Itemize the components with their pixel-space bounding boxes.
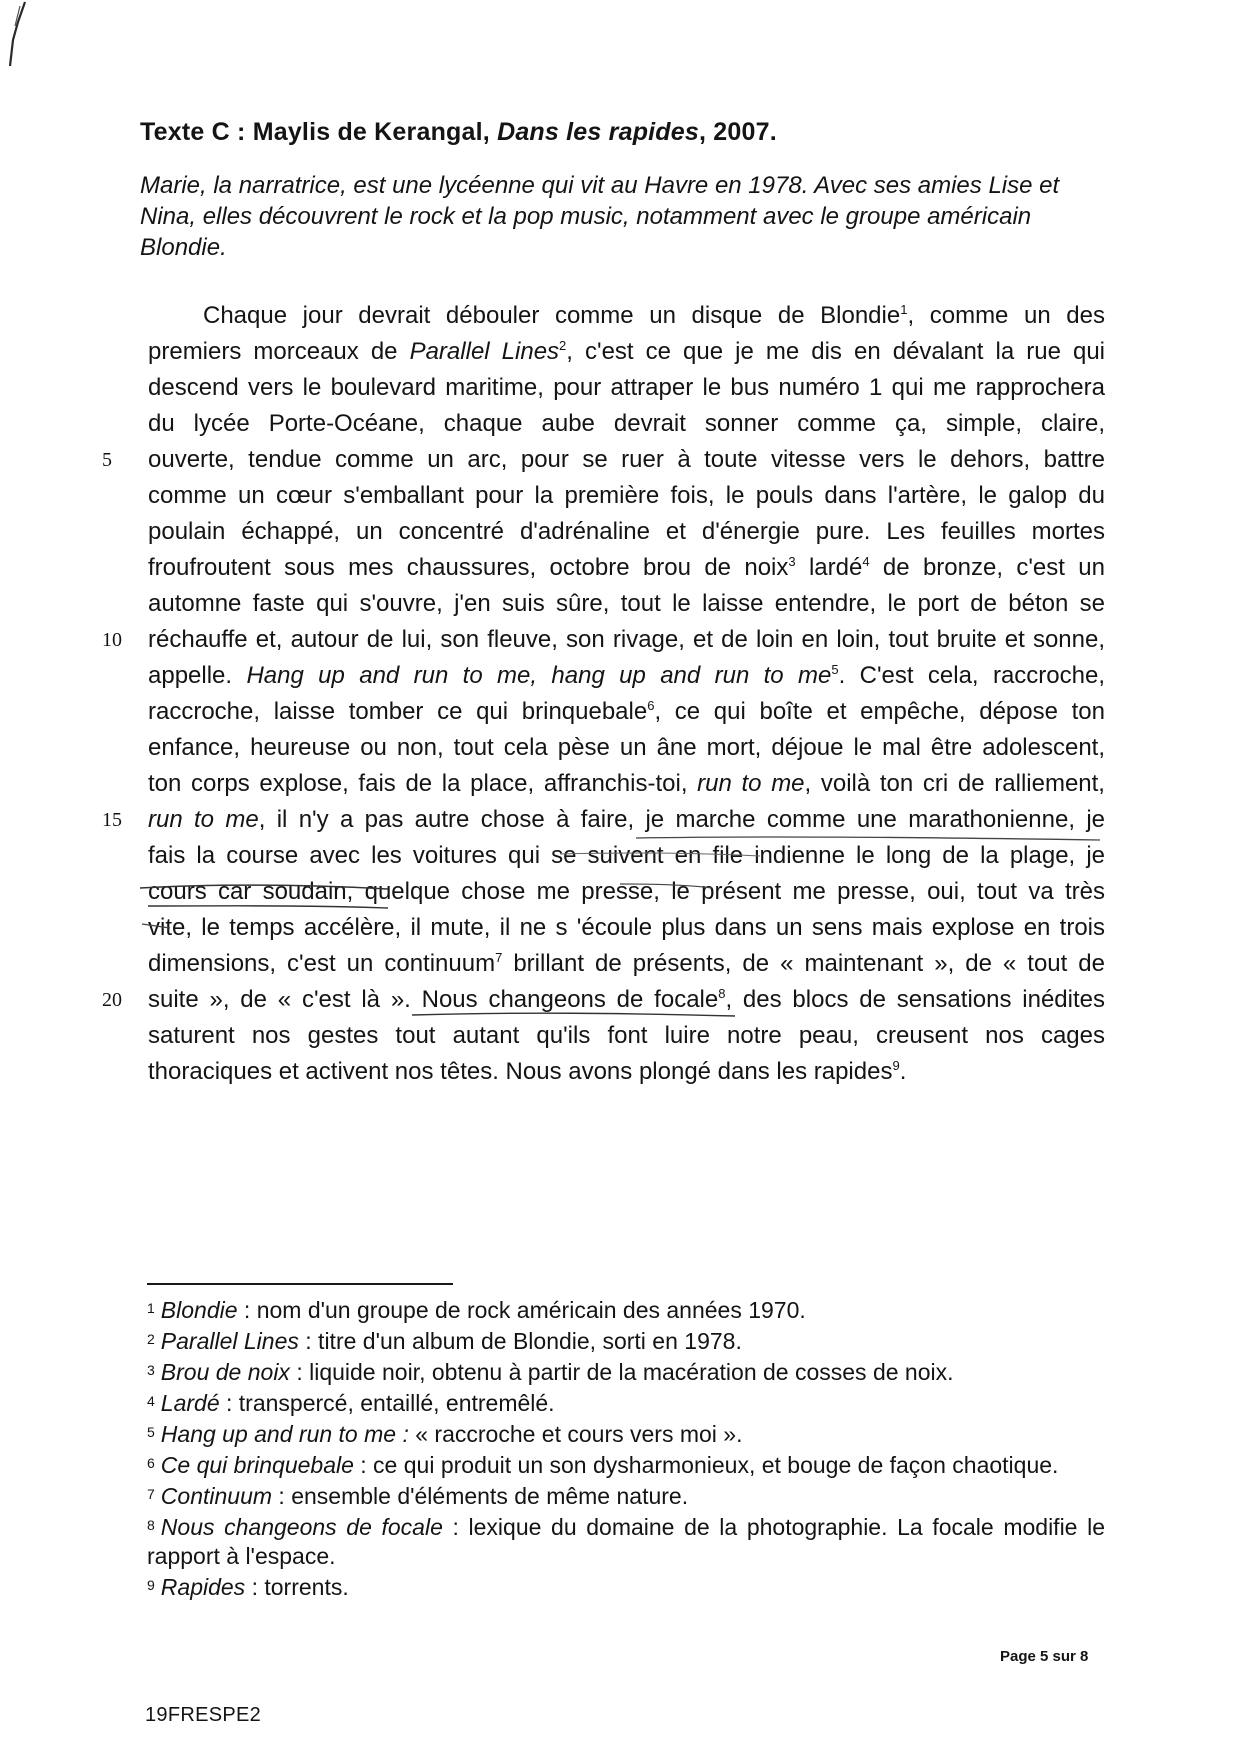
passage-line [148, 1054, 1105, 1090]
footnote-number: 6 [147, 1455, 155, 1471]
line-text: enfance, heureuse ou non, tout cela pèse un âne mort, déjoue le mal être adolescent, [148, 734, 1105, 761]
footnote-term: Lardé [160, 1390, 220, 1416]
footnote-term: Continuum [160, 1483, 273, 1509]
intro-paragraph: Marie, la narratrice, est une lycéenne qui vit au Havre en 1978. Avec ses amies Lise et Nina, elles découvrent le rock et la pop music, notamment avec le groupe américain Blondie. [140, 172, 1060, 261]
footnote-definition: : lexique du domaine de la photographie. La focale modifie le rapport à l'espace. [147, 1514, 1105, 1569]
line-text: suite », de « c'est là ». Nous changeons de focale [148, 986, 719, 1013]
passage-line [102, 982, 1105, 1018]
footnote-definition: : liquide noir, obtenu à partir de la macération de cosses de noix. [289, 1359, 954, 1385]
footnote-term: Blondie [160, 1297, 238, 1323]
line-text: saturent nos gestes tout autant qu'ils font luire notre peau, creusent nos cages [148, 1022, 1105, 1049]
passage-line [148, 730, 1105, 766]
line-text: brillant de présents, de « maintenant », de « tout de [502, 950, 1105, 977]
footnote [147, 1511, 1105, 1571]
footnote-definition: : transpercé, entaillé, entremêlé. [219, 1390, 555, 1416]
footnote-number: 7 [147, 1486, 155, 1502]
line-text: lardé [795, 554, 863, 581]
footnote-number: 8 [147, 1517, 155, 1533]
footnote-definition: : ce qui produit un son dysharmonieux, et bouge de façon chaotique. [353, 1452, 1059, 1478]
line-text: descend vers le boulevard maritime, pour attraper le bus numéro 1 qui me rapprochera [148, 374, 1105, 401]
footnote [147, 1325, 1105, 1356]
footnote-number: 5 [147, 1424, 155, 1440]
italic-text: run to me [697, 770, 805, 797]
line-number: 15 [102, 809, 122, 831]
italic-text: Hang up and run to me, hang up and run to me [246, 662, 832, 689]
footnote-ref: 3 [788, 554, 796, 569]
line-text: automne faste qui s'ouvre, j'en suis sûre, tout le laisse entendre, le port de béton se [148, 590, 1105, 617]
footnote-number: 1 [147, 1300, 155, 1316]
passage-line [148, 478, 1105, 514]
line-text: ouverte, tendue comme un arc, pour se ruer à toute vitesse vers le dehors, battre [148, 446, 1105, 473]
footnote-separator [147, 1283, 453, 1285]
passage-line [148, 1018, 1105, 1054]
line-text: vite, le temps accélère, il mute, il ne s 'écoule plus dans un sens mais explose en trois [148, 914, 1105, 941]
footnote-ref: 6 [647, 698, 655, 713]
line-text: froufroutent sous mes chaussures, octobre brou de noix [148, 554, 789, 581]
line-text: fais la course avec les voitures qui se suivent en file indienne le long de la plage, je [148, 842, 1105, 869]
footnote-number: 9 [147, 1577, 155, 1593]
footnote [147, 1571, 1105, 1602]
line-text: thoraciques et activent nos têtes. Nous avons plongé dans les rapides [148, 1058, 893, 1085]
passage-line [148, 514, 1105, 550]
line-text: appelle. [148, 662, 247, 689]
footnote-number: 4 [147, 1393, 155, 1409]
footnote-ref: 1 [900, 302, 908, 317]
document-code: 19FRESPE2 [145, 1704, 262, 1726]
footnote-definition: « raccroche et cours vers moi ». [408, 1421, 743, 1447]
footnote-ref: 8 [718, 986, 726, 1001]
line-text: poulain échappé, un concentré d'adrénaline et d'énergie pure. Les feuilles mortes [148, 518, 1105, 545]
footnote-term: Hang up and run to me : [160, 1421, 409, 1447]
line-text: ton corps explose, fais de la place, affranchis-toi, [148, 770, 698, 797]
passage-line [102, 442, 1105, 478]
line-number: 5 [102, 449, 112, 471]
footnote-definition: : torrents. [245, 1574, 349, 1600]
title-year: , 2007. [698, 118, 777, 146]
line-text: premiers morceaux de [148, 338, 410, 365]
passage-line [148, 946, 1105, 982]
line-text: . C'est cela, raccroche, [838, 662, 1105, 689]
passage-line [148, 910, 1105, 946]
line-number: 20 [102, 989, 122, 1011]
footnote-ref: 7 [495, 950, 503, 965]
footnote [147, 1480, 1105, 1511]
passage-line [148, 334, 1105, 370]
line-text: , comme un des [907, 302, 1105, 329]
title-author: Maylis de Kerangal, [252, 118, 490, 146]
line-text: . [899, 1058, 907, 1085]
footnote-term: Nous changeons de focale [160, 1514, 443, 1540]
passage-line [148, 586, 1105, 622]
passage-line [148, 694, 1105, 730]
line-text: , c'est ce que je me dis en dévalant la rue qui [566, 338, 1105, 365]
footnote-ref: 5 [831, 662, 839, 677]
line-text: , des blocs de sensations inédites [725, 986, 1105, 1013]
footnote-term: Ce qui brinquebale [160, 1452, 354, 1478]
passage-line [148, 406, 1105, 442]
footnote-number: 2 [147, 1331, 155, 1347]
passage-line [148, 766, 1105, 802]
line-text: du lycée Porte-Océane, chaque aube devrait sonner comme ça, simple, claire, [148, 410, 1105, 437]
passage-line [148, 658, 1105, 694]
title-label: Texte C : [140, 118, 246, 146]
passage-line [102, 622, 1105, 658]
footnote-term: Brou de noix [160, 1359, 290, 1385]
line-text: , voilà ton cri de ralliement, [804, 770, 1105, 797]
passage-line [148, 550, 1105, 586]
footnote-term: Parallel Lines [160, 1328, 299, 1354]
footnote-definition: : titre d'un album de Blondie, sorti en 1978. [298, 1328, 742, 1354]
passage-line [148, 370, 1105, 406]
footnote-ref: 9 [892, 1058, 900, 1073]
passage-line [148, 874, 1105, 910]
italic-text: Parallel Lines [409, 338, 560, 365]
line-text: raccroche, laisse tomber ce qui brinquebale [148, 698, 648, 725]
page-number: Page 5 sur 8 [1000, 1648, 1089, 1665]
line-text: dimensions, c'est un continuum [148, 950, 496, 977]
line-text: , ce qui boîte et empêche, dépose ton [654, 698, 1106, 725]
footnote [147, 1294, 1105, 1325]
passage-line [148, 838, 1105, 874]
line-text: Chaque jour devrait débouler comme un disque de Blondie [203, 302, 901, 329]
line-text: de bronze, c'est un [869, 554, 1105, 581]
footnote [147, 1356, 1105, 1387]
footnote [147, 1418, 1105, 1449]
line-text: réchauffe et, autour de lui, son fleuve, son rivage, et de loin en loin, tout bruite et sonne, [148, 626, 1105, 653]
italic-text: run to me [148, 806, 259, 833]
footnote-definition: : ensemble d'éléments de même nature. [272, 1483, 689, 1509]
passage-line [102, 802, 1105, 838]
footnote-number: 3 [147, 1362, 155, 1378]
line-text: comme un cœur s'emballant pour la première fois, le pouls dans l'artère, le galop du [148, 482, 1105, 509]
footnote [147, 1387, 1105, 1418]
footnote-term: Rapides [160, 1574, 246, 1600]
footnote-ref: 4 [862, 554, 870, 569]
line-number: 10 [102, 629, 122, 651]
passage-line [148, 298, 1105, 334]
scan-corner-mark [4, 0, 34, 70]
literary-passage [102, 298, 1106, 1090]
footnote-definition: : nom d'un groupe de rock américain des années 1970. [237, 1297, 806, 1323]
footnote [147, 1449, 1105, 1480]
text-title [140, 118, 777, 147]
title-work: Dans les rapides [497, 118, 699, 146]
footnote-ref: 2 [559, 338, 567, 353]
line-text: , il n'y a pas autre chose à faire, je marche comme une marathonienne, je [258, 806, 1105, 833]
line-text: cours car soudain, quelque chose me presse, le présent me presse, oui, tout va très [148, 878, 1105, 905]
footnotes [147, 1294, 1105, 1602]
